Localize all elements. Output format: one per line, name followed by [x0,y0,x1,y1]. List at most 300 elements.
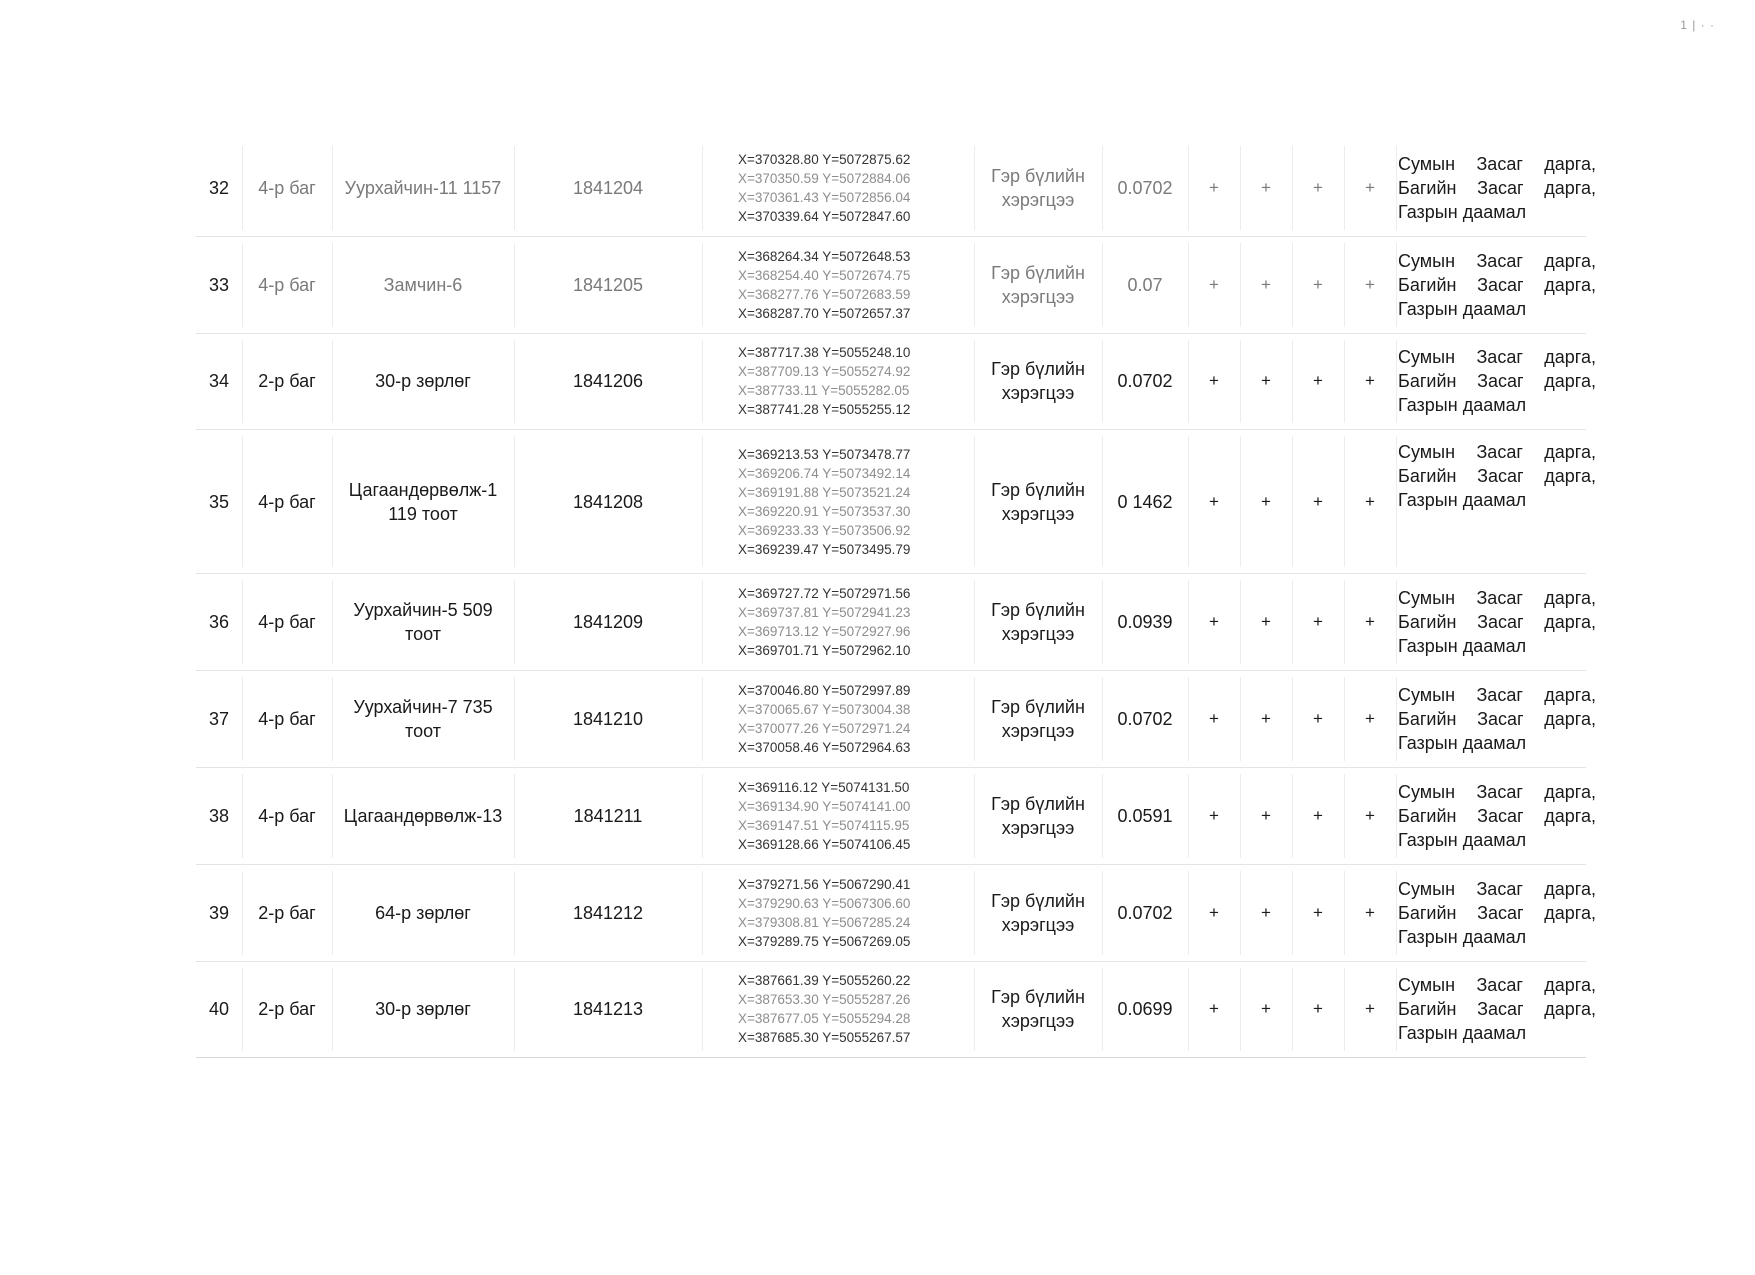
check-mark-1: + [1209,274,1219,294]
check-mark-1: + [1209,612,1219,632]
parcel-code: 1841209 [572,612,644,633]
column-divider [514,436,515,567]
table-row [196,962,1596,1059]
column-divider [514,774,515,858]
column-divider [1240,243,1241,327]
column-divider [332,968,333,1052]
responsible-officials [1396,865,1596,961]
column-divider [702,677,703,761]
parcel-code: 1841212 [572,902,644,923]
column-divider [1344,677,1345,761]
column-divider [1292,340,1293,424]
column-divider [1240,774,1241,858]
official-list [1398,249,1596,321]
column-divider [974,871,975,955]
check-mark-2: + [1261,999,1271,1019]
column-divider [332,340,333,424]
coordinate-line: X=369191.88 Y=5073521.24 [738,484,911,500]
table-row [196,865,1596,962]
parcel-code: 1841204 [572,177,644,198]
parcel-code: 1841211 [573,805,643,826]
official-word: Газрын даамал [1398,636,1527,657]
official-word: дарга, [1544,177,1596,198]
check-mark-3: + [1313,274,1323,294]
check-mark-3: + [1313,177,1323,197]
responsible-officials [1396,671,1596,767]
coordinate-line: X=368264.34 Y=5072648.53 [738,248,911,264]
coordinate-line: X=370077.26 Y=5072971.24 [738,721,911,737]
table-row [196,334,1596,431]
coordinates [702,334,974,430]
coordinate-line: X=387709.13 Y=5055274.92 [738,364,911,380]
land-officer-line [1398,1021,1596,1045]
bag-governor-line [1398,707,1596,731]
column-divider [242,243,243,327]
land-purpose: Гэр бүлийн хэрэгцээ [991,793,1085,838]
column-divider [1240,871,1241,955]
coordinate-line: X=387741.28 Y=5055255.12 [738,402,911,418]
check-mark-2: + [1261,805,1271,825]
official-word: Засаг [1476,685,1523,706]
column-divider [1102,580,1103,664]
column-divider [332,243,333,327]
column-divider [974,774,975,858]
check-mark-3: + [1313,902,1323,922]
coordinate-line: X=369233.33 Y=5073506.92 [738,522,911,538]
column-divider [1396,871,1397,955]
address: Замчин-6 [383,274,463,295]
coordinate-line: X=370058.46 Y=5072964.63 [738,740,911,756]
area-ha: 0.0702 [1117,371,1173,392]
area-ha: 0.0702 [1117,902,1173,923]
column-divider [242,146,243,230]
column-divider [702,968,703,1052]
bag-name: 4-р баг [258,274,316,295]
bag-name: 4-р баг [258,491,316,512]
coordinate-line: X=387685.30 Y=5055267.57 [738,1030,911,1046]
coordinate-line: X=370328.80 Y=5072875.62 [738,151,911,167]
official-word: Засаг [1477,177,1524,198]
responsible-officials [1396,962,1596,1058]
check-mark-2: + [1261,177,1271,197]
table-row [196,430,1596,574]
check-mark-4: + [1365,999,1375,1019]
bag-name: 4-р баг [258,612,316,633]
address: 64-р зөрлөг [375,902,471,923]
address: 30-р зөрлөг [375,999,471,1020]
check-mark-3: + [1313,999,1323,1019]
coordinate-line: X=370361.43 Y=5072856.04 [738,189,911,205]
column-divider [1240,968,1241,1052]
column-divider [974,340,975,424]
official-word: дарга, [1544,371,1596,392]
column-divider [1396,968,1397,1052]
bag-governor-line [1398,997,1596,1021]
official-word: Засаг [1477,999,1524,1020]
soum-governor-line [1398,249,1596,273]
official-word: Газрын даамал [1398,829,1527,850]
column-divider [242,677,243,761]
official-word: Засаг [1476,250,1523,271]
soum-governor-line [1398,780,1596,804]
column-divider [1396,436,1397,567]
row-number: 38 [208,805,230,826]
land-officer-line [1398,925,1596,949]
coordinate-line: X=379289.75 Y=5067269.05 [738,933,911,949]
soum-governor-line [1398,345,1596,369]
land-officer-line [1398,488,1596,512]
column-divider [514,677,515,761]
column-divider [1188,677,1189,761]
check-mark-2: + [1261,709,1271,729]
land-allocation-table [196,140,1596,1058]
soum-governor-line [1398,683,1596,707]
official-word: Багийн [1398,177,1457,198]
check-mark-4: + [1365,709,1375,729]
column-divider [1102,436,1103,567]
column-divider [1102,774,1103,858]
coordinate-line: X=368287.70 Y=5072657.37 [738,305,911,321]
official-list [1398,973,1596,1045]
official-word: дарга, [1544,999,1596,1020]
column-divider [1188,774,1189,858]
official-word: Сумын [1398,781,1456,802]
check-mark-3: + [1313,491,1323,511]
column-divider [1188,146,1189,230]
official-word: Засаг [1477,612,1524,633]
land-purpose: Гэр бүлийн хэрэгцээ [991,262,1085,307]
official-word: дарга, [1544,347,1596,368]
row-number: 34 [208,371,230,392]
coordinate-line: X=379308.81 Y=5067285.24 [738,914,911,930]
column-divider [1292,677,1293,761]
official-word: Засаг [1476,588,1523,609]
official-word: Засаг [1477,805,1524,826]
coordinates [702,574,974,670]
land-purpose: Гэр бүлийн хэрэгцээ [991,987,1085,1032]
column-divider [242,871,243,955]
official-word: Багийн [1398,805,1457,826]
column-divider [1188,871,1189,955]
bag-governor-line [1398,610,1596,634]
official-list [1398,440,1596,512]
official-word: Засаг [1477,371,1524,392]
official-word: Засаг [1476,347,1523,368]
column-divider [974,968,975,1052]
area-ha: 0.0591 [1117,805,1173,826]
parcel-code: 1841213 [572,999,644,1020]
coordinates [702,430,974,573]
check-mark-2: + [1261,612,1271,632]
column-divider [1188,580,1189,664]
row-number: 35 [208,491,230,512]
column-divider [332,436,333,567]
column-divider [332,677,333,761]
column-divider [702,580,703,664]
official-word: Багийн [1398,466,1457,487]
coordinate-line: X=369727.72 Y=5072971.56 [738,586,911,602]
coordinate-line: X=379271.56 Y=5067290.41 [738,876,911,892]
official-word: Багийн [1398,902,1457,923]
column-divider [1102,340,1103,424]
column-divider [1292,146,1293,230]
official-word: дарга, [1544,902,1596,923]
coordinate-line: X=369713.12 Y=5072927.96 [738,624,911,640]
official-word: Газрын даамал [1398,490,1527,511]
column-divider [702,146,703,230]
land-purpose: Гэр бүлийн хэрэгцээ [991,165,1085,210]
check-mark-1: + [1209,709,1219,729]
official-word: дарга, [1544,709,1596,730]
column-divider [332,580,333,664]
area-ha: 0.0939 [1117,612,1173,633]
check-mark-3: + [1313,805,1323,825]
bag-governor-line [1398,176,1596,200]
bag-governor-line [1398,273,1596,297]
column-divider [1292,774,1293,858]
area-ha: 0.0699 [1117,999,1173,1020]
coordinates [702,237,974,333]
check-mark-4: + [1365,177,1375,197]
land-purpose: Гэр бүлийн хэрэгцээ [991,890,1085,935]
column-divider [1102,677,1103,761]
coordinate-line: X=370350.59 Y=5072884.06 [738,170,911,186]
column-divider [1292,871,1293,955]
official-word: Засаг [1477,709,1524,730]
coordinate-line: X=387661.39 Y=5055260.22 [738,973,911,989]
responsible-officials [1396,334,1596,430]
bag-governor-line [1398,464,1596,488]
table-row [196,574,1596,671]
bag-governor-line [1398,901,1596,925]
check-mark-2: + [1261,274,1271,294]
column-divider [1344,340,1345,424]
coordinates [702,671,974,767]
official-word: Засаг [1476,781,1523,802]
column-divider [702,243,703,327]
land-purpose: Гэр бүлийн хэрэгцээ [991,359,1085,404]
land-purpose: Гэр бүлийн хэрэгцээ [991,479,1085,524]
coordinates [702,865,974,961]
coordinate-line: X=369147.51 Y=5074115.95 [738,817,910,833]
column-divider [1344,871,1345,955]
official-word: Засаг [1477,902,1524,923]
official-word: Газрын даамал [1398,201,1527,222]
row-number: 40 [208,999,230,1020]
coordinate-line: X=369128.66 Y=5074106.45 [738,836,911,852]
column-divider [1344,968,1345,1052]
column-divider [1396,580,1397,664]
column-divider [1344,146,1345,230]
column-divider [1344,580,1345,664]
check-mark-1: + [1209,805,1219,825]
coordinate-line: X=369213.53 Y=5073478.77 [738,446,911,462]
official-word: Багийн [1398,371,1457,392]
land-purpose: Гэр бүлийн хэрэгцээ [991,600,1085,645]
coordinate-line: X=369206.74 Y=5073492.14 [738,465,911,481]
official-word: Багийн [1398,274,1457,295]
column-divider [702,774,703,858]
area-ha: 0.07 [1127,274,1163,295]
column-divider [1240,677,1241,761]
table-row [196,768,1596,865]
official-word: Засаг [1476,153,1523,174]
official-word: Сумын [1398,685,1456,706]
column-divider [974,677,975,761]
column-divider [1344,774,1345,858]
column-divider [702,340,703,424]
column-divider [1102,871,1103,955]
column-divider [702,436,703,567]
column-divider [1102,243,1103,327]
soum-governor-line [1398,877,1596,901]
official-word: Газрын даамал [1398,1023,1527,1044]
address: 30-р зөрлөг [375,371,471,392]
land-officer-line [1398,828,1596,852]
soum-governor-line [1398,973,1596,997]
check-mark-3: + [1313,371,1323,391]
official-word: Газрын даамал [1398,926,1527,947]
bag-name: 2-р баг [258,902,316,923]
coordinate-line: X=369239.47 Y=5073495.79 [738,541,911,557]
column-divider [514,580,515,664]
area-ha: 0 1462 [1117,491,1173,512]
land-officer-line [1398,297,1596,321]
area-ha: 0.0702 [1117,709,1173,730]
column-divider [1396,774,1397,858]
column-divider [1292,968,1293,1052]
land-officer-line [1398,634,1596,658]
address: Уурхайчин-11 1157 [344,177,502,198]
row-number: 36 [208,612,230,633]
column-divider [242,436,243,567]
column-divider [974,436,975,567]
official-word: дарга, [1544,588,1596,609]
check-mark-4: + [1365,371,1375,391]
check-mark-4: + [1365,805,1375,825]
coordinates [702,768,974,864]
bag-governor-line [1398,369,1596,393]
coordinate-line: X=387717.38 Y=5055248.10 [738,345,911,361]
address: Цагаандөрвөлж-13 [343,805,503,826]
official-word: дарга, [1544,805,1596,826]
check-mark-1: + [1209,371,1219,391]
official-list [1398,152,1596,224]
check-mark-1: + [1209,491,1219,511]
address: Уурхайчин-5 509 тоот [353,600,493,645]
check-mark-2: + [1261,371,1271,391]
soum-governor-line [1398,440,1596,464]
bag-name: 4-р баг [258,805,316,826]
row-number: 37 [208,709,230,730]
column-divider [1240,436,1241,567]
column-divider [514,146,515,230]
official-word: Засаг [1476,975,1523,996]
column-divider [1396,146,1397,230]
check-mark-4: + [1365,902,1375,922]
coordinate-line: X=369737.81 Y=5072941.23 [738,605,911,621]
official-word: Засаг [1476,878,1523,899]
column-divider [1102,968,1103,1052]
coordinate-line: X=370065.67 Y=5073004.38 [738,702,911,718]
official-word: дарга, [1544,153,1596,174]
address: Уурхайчин-7 735 тоот [353,697,493,742]
check-mark-2: + [1261,491,1271,511]
page-mark: 1 | · · [1680,18,1715,32]
bag-name: 2-р баг [258,371,316,392]
column-divider [1292,436,1293,567]
column-divider [1102,146,1103,230]
coordinate-line: X=387677.05 Y=5055294.28 [738,1011,911,1027]
column-divider [514,871,515,955]
parcel-code: 1841208 [572,491,644,512]
official-word: Газрын даамал [1398,733,1527,754]
land-officer-line [1398,393,1596,417]
check-mark-3: + [1313,709,1323,729]
official-word: Сумын [1398,975,1456,996]
coordinate-line: X=370339.64 Y=5072847.60 [738,208,911,224]
check-mark-1: + [1209,999,1219,1019]
parcel-code: 1841210 [572,709,644,730]
check-mark-4: + [1365,274,1375,294]
official-list [1398,586,1596,658]
column-divider [332,774,333,858]
coordinate-line: X=379290.63 Y=5067306.60 [738,895,911,911]
land-officer-line [1398,731,1596,755]
row-number: 33 [208,274,230,295]
official-word: дарга, [1544,442,1596,463]
official-word: Засаг [1476,442,1523,463]
official-word: Багийн [1398,612,1457,633]
official-word: Газрын даамал [1398,395,1527,416]
table-row [196,671,1596,768]
check-mark-3: + [1313,612,1323,632]
row-number: 39 [208,902,230,923]
column-divider [702,871,703,955]
column-divider [242,968,243,1052]
coordinates [702,140,974,236]
column-divider [332,871,333,955]
area-ha: 0.0702 [1117,177,1173,198]
responsible-officials [1396,430,1596,573]
land-officer-line [1398,200,1596,224]
column-divider [1396,340,1397,424]
coordinate-line: X=369701.71 Y=5072962.10 [738,643,911,659]
official-word: дарга, [1544,975,1596,996]
coordinates [702,962,974,1058]
official-word: Багийн [1398,999,1457,1020]
official-word: Сумын [1398,878,1456,899]
official-word: Багийн [1398,709,1457,730]
bag-governor-line [1398,804,1596,828]
coordinate-line: X=368254.40 Y=5072674.75 [738,267,911,283]
official-word: Газрын даамал [1398,298,1527,319]
responsible-officials [1396,574,1596,670]
column-divider [1396,243,1397,327]
check-mark-1: + [1209,902,1219,922]
column-divider [1188,340,1189,424]
official-word: дарга, [1544,612,1596,633]
official-word: дарга, [1544,466,1596,487]
coordinate-line: X=369220.91 Y=5073537.30 [738,503,911,519]
official-list [1398,877,1596,949]
column-divider [242,340,243,424]
check-mark-4: + [1365,491,1375,511]
column-divider [1292,243,1293,327]
row-number: 32 [208,177,230,198]
column-divider [1188,243,1189,327]
official-word: Засаг [1477,466,1524,487]
